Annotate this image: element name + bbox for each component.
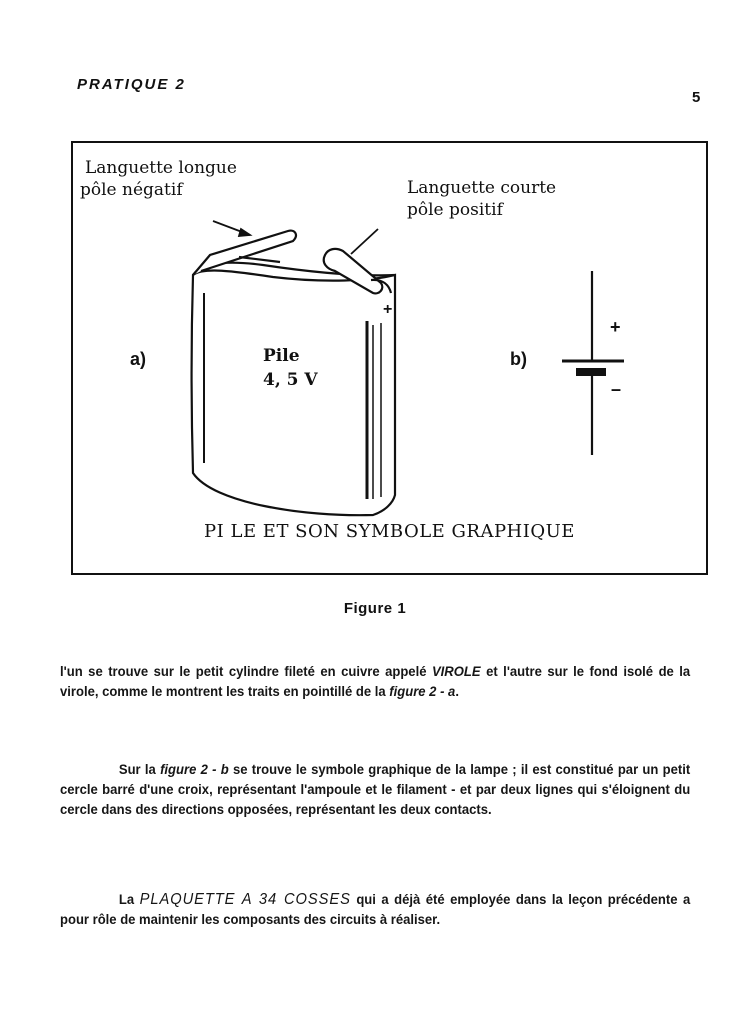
battery-voltage: 4, 5 V [263, 370, 318, 390]
figure-frame [71, 141, 708, 575]
p1-text-2: et l'autre sur le fond isolé de la virole, comme le montrent les traits en pointillé de la [60, 664, 691, 700]
p3-text-1: La [118, 892, 140, 908]
p2-text-2: se trouve le symbole graphique de la lampe ; il est constitué par un petit cercle barré d'une croix, représentant l'ampoule et le filament - et par deux lignes qui s'éloignent du cercle dans des directions opposées, représentant les deux contacts. [60, 762, 691, 818]
p3-text-2: qui a déjà été employée dans la leçon précédente a pour rôle de maintenir les composants des circuits à réaliser. [60, 892, 691, 928]
label-short-tab-line1: Languette courte [407, 178, 557, 198]
battery-symbol [562, 271, 624, 455]
p1-emphasis-figure-ref: figure 2 - a [389, 684, 456, 700]
figure-caption: Figure 1 [343, 600, 407, 617]
paragraph-1 [60, 662, 690, 702]
label-short-tab-line2: pôle positif [407, 200, 503, 220]
battery-name: Pile [263, 346, 300, 366]
paragraph-3 [60, 890, 690, 930]
label-long-tab-line1: Languette longue [85, 158, 237, 178]
p3-emphasis-plaquette: PLAQUETTE A 34 COSSES [139, 891, 351, 908]
symbol-plus-sign: + [610, 317, 621, 337]
battery-illustration [73, 143, 710, 577]
p1-text-3: . [455, 684, 459, 700]
pointer-short-tab [351, 229, 378, 254]
p1-text-1: l'un se trouve sur le petit cylindre fileté en cuivre appelé [60, 664, 432, 680]
label-long-tab-line2: pôle négatif [80, 180, 183, 200]
p2-text-1: Sur la [118, 762, 161, 778]
arrow-head [239, 229, 250, 236]
p2-emphasis-figure-ref: figure 2 - b [160, 762, 229, 778]
figure-title: PI LE ET SON SYMBOLE GRAPHIQUE [204, 521, 575, 542]
symbol-minus-sign: – [611, 379, 622, 399]
symbol-negative-plate [576, 368, 606, 376]
running-header: PRATIQUE 2 [77, 76, 186, 93]
page-number: 5 [692, 89, 701, 106]
battery-plus-mark: + [383, 301, 393, 318]
subfigure-b-label: b) [510, 349, 527, 369]
p1-emphasis-virole: VIROLE [431, 664, 481, 680]
paragraph-2 [60, 760, 690, 820]
subfigure-a-label: a) [130, 349, 147, 369]
